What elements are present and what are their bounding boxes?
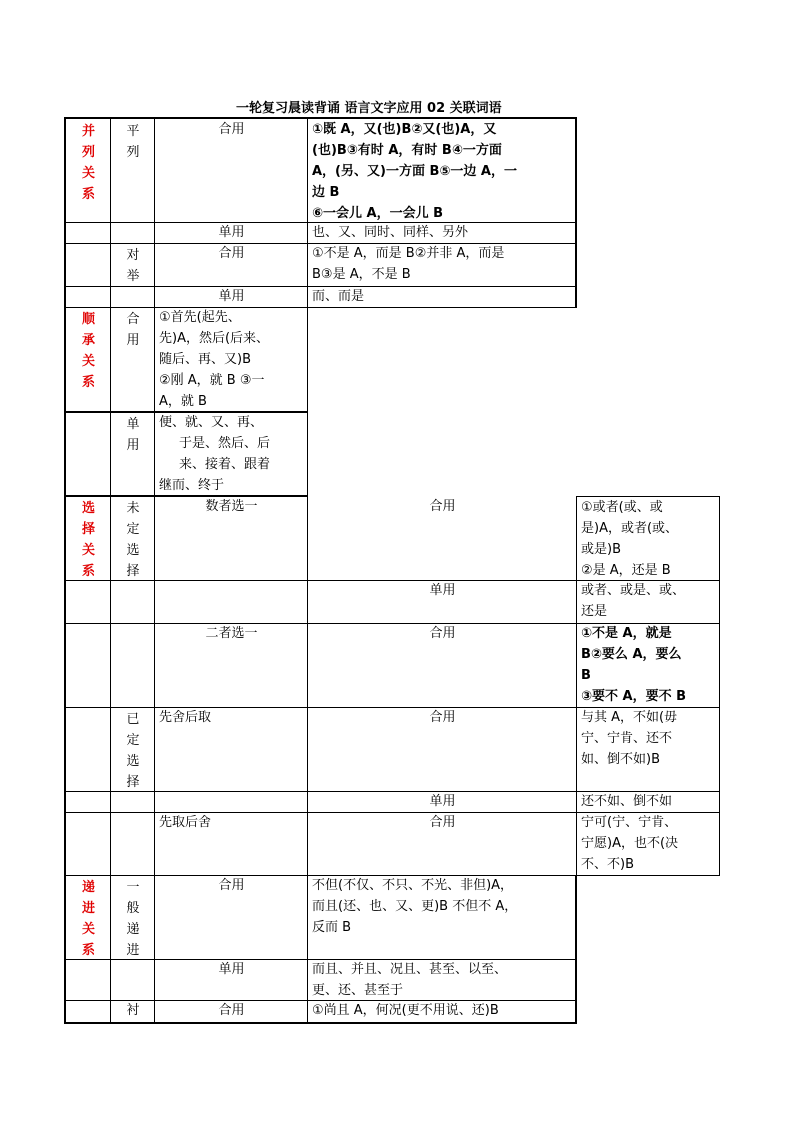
empty-cell <box>64 580 111 624</box>
text-line: ①既 A，又(也)B②又(也)A，又 <box>312 122 497 137</box>
empty-cell <box>64 412 111 497</box>
cat-char: 系 <box>81 187 95 202</box>
label-danyong: 单用 <box>154 286 308 308</box>
category-progressive <box>64 875 111 960</box>
text-line: 是)A，或者(或、 <box>581 521 679 536</box>
empty-cell <box>154 580 308 624</box>
subtype-char: 定 <box>126 522 140 537</box>
label-heyong: 合用 <box>307 707 577 792</box>
text-line: 边 B <box>312 185 340 200</box>
subtype-char: 定 <box>126 733 140 748</box>
empty-cell <box>64 791 111 813</box>
subtype-char: 进 <box>126 943 140 958</box>
cat-char: 关 <box>81 543 95 558</box>
text-line: ②是 A，还是 B <box>581 563 671 578</box>
text-line: 与其 A，不如(毋 <box>581 710 678 725</box>
empty-cell <box>64 623 111 708</box>
label-heyong: 合用 <box>154 1000 308 1024</box>
label-danyong: 单用 <box>307 791 577 813</box>
duiju-single-words: 而、而是 <box>307 286 577 308</box>
sequential-single-words <box>154 412 308 497</box>
subtype-char: 用 <box>126 333 140 348</box>
empty-cell <box>64 243 111 287</box>
text-line: 先)A，然后(后来、 <box>159 331 270 346</box>
subtype-char: 列 <box>126 145 140 160</box>
choice-discard-first-words <box>576 707 720 792</box>
cat-char: 关 <box>81 166 95 181</box>
cat-char: 选 <box>81 501 95 516</box>
duiju-combined-words <box>307 243 577 287</box>
subtype-duiju <box>110 243 155 287</box>
progressive-single-words <box>307 959 577 1001</box>
text-line: ③要不 A，要不 B <box>581 689 687 704</box>
choice-many-single-words <box>576 580 720 624</box>
text-line: 反而 B <box>312 920 352 935</box>
cat-char: 顺 <box>81 312 95 327</box>
text-line: B②要么 A，要么 <box>581 647 682 662</box>
label-danyong: 单用 <box>154 222 308 244</box>
subtype-char: 单 <box>126 417 140 432</box>
text-line: 不、不)B <box>581 857 634 872</box>
cat-char: 系 <box>81 943 95 958</box>
text-line: A，就 B <box>159 394 207 409</box>
text-line: ⑥一会儿 A，一会儿 B <box>312 206 444 221</box>
page-title: 一轮复习晨读背诵 语言文字应用 02 关联词语 <box>236 101 502 116</box>
sequential-combined-words <box>154 307 308 413</box>
subtype-char: 对 <box>126 248 140 263</box>
text-line: 宁愿)A，也不(决 <box>581 836 679 851</box>
label-danyong: 单用 <box>154 959 308 1001</box>
subtype-chen: 衬 <box>110 1000 155 1024</box>
subtype-char: 选 <box>126 543 140 558</box>
empty-cell <box>64 812 111 876</box>
text-line: 而且、并且、况且、甚至、以至、 <box>312 962 508 977</box>
empty-cell <box>64 959 111 1001</box>
label-shuzhe: 数者选一 <box>154 496 308 581</box>
subtype-char: 择 <box>126 775 140 790</box>
cat-char: 系 <box>81 375 95 390</box>
subtype-char: 合 <box>126 312 140 327</box>
label-xianshe: 先舍后取 <box>154 707 308 792</box>
empty-cell <box>64 222 111 244</box>
empty-cell <box>110 623 155 708</box>
cat-char: 系 <box>81 564 95 579</box>
subtype-char: 用 <box>126 438 140 453</box>
text-line: 或者、或是、或、 <box>581 583 686 598</box>
text-line: 随后、再、又)B <box>159 352 251 367</box>
empty-cell <box>110 812 155 876</box>
text-line: 如、倒不如)B <box>581 752 660 767</box>
parallel-combined-words <box>307 117 577 223</box>
parallel-single-words: 也、又、同时、同样、另外 <box>307 222 577 244</box>
text-line: ②刚 A，就 B ③一 <box>159 373 265 388</box>
text-line: 宁、宁肯、还不 <box>581 731 673 746</box>
choice-discard-single-words: 还不如、倒不如 <box>576 791 720 813</box>
subtype-heyong <box>110 307 155 413</box>
progressive-combined-words <box>307 875 577 960</box>
cat-char: 递 <box>81 880 95 895</box>
choice-many-combined-words <box>576 496 720 581</box>
contrast-combined-words: ①尚且 A，何况(更不用说、还)B <box>307 1000 577 1024</box>
text-line: 继而、终于 <box>159 478 225 493</box>
text-line: 来、接着、跟着 <box>179 457 271 472</box>
choice-take-first-words <box>576 812 720 876</box>
text-line: B③是 A，不是 B <box>312 267 411 282</box>
subtype-char: 未 <box>126 501 140 516</box>
category-choice <box>64 496 111 581</box>
subtype-danyong <box>110 412 155 497</box>
text-line: 或是)B <box>581 542 621 557</box>
label-heyong: 合用 <box>307 496 577 581</box>
empty-cell <box>110 286 155 308</box>
empty-cell <box>110 580 155 624</box>
cat-char: 承 <box>81 333 95 348</box>
text-line: 更、还、甚至于 <box>312 983 404 998</box>
text-line: 便、就、又、再、 <box>159 415 264 430</box>
cat-char: 关 <box>81 922 95 937</box>
empty-cell <box>64 707 111 792</box>
choice-two-combined-words <box>576 623 720 708</box>
empty-cell <box>154 791 308 813</box>
subtype-char: 般 <box>126 901 140 916</box>
text-line: 还是 <box>581 604 608 619</box>
subtype-char: 已 <box>126 712 140 727</box>
text-line: 于是、然后、后 <box>179 436 271 451</box>
label-erzhe: 二者选一 <box>154 623 308 708</box>
empty-cell <box>110 791 155 813</box>
text-line: 不但(不仅、不只、不光、非但)A， <box>312 878 514 893</box>
text-line: B <box>581 668 591 683</box>
empty-cell <box>64 286 111 308</box>
subtype-char: 递 <box>126 922 140 937</box>
text-line: 而且(还、也、又、更)B 不但不 A， <box>312 899 518 914</box>
subtype-char: 平 <box>126 124 140 139</box>
subtype-pinglie <box>110 117 155 223</box>
empty-cell <box>110 959 155 1001</box>
label-heyong: 合用 <box>154 117 308 223</box>
text-line: ①首先(起先、 <box>159 310 241 325</box>
text-line: ①或者(或、或 <box>581 500 663 515</box>
empty-cell <box>110 222 155 244</box>
subtype-weiding <box>110 496 155 581</box>
empty-cell <box>64 1000 111 1024</box>
cat-char: 择 <box>81 522 95 537</box>
subtype-char: 举 <box>126 269 140 284</box>
text-line: ①不是 A，就是 <box>581 626 672 641</box>
cat-char: 进 <box>81 901 95 916</box>
text-line: A，(另、又)一方面 B⑤一边 A，一 <box>312 164 517 179</box>
label-heyong: 合用 <box>154 243 308 287</box>
subtype-char: 一 <box>126 880 140 895</box>
cat-char: 关 <box>81 354 95 369</box>
label-heyong: 合用 <box>307 812 577 876</box>
label-heyong: 合用 <box>154 875 308 960</box>
text-line: ①不是 A，而是 B②并非 A，而是 <box>312 246 505 261</box>
label-xianqu: 先取后舍 <box>154 812 308 876</box>
text-line: (也)B③有时 A，有时 B④一方面 <box>312 143 502 158</box>
cat-char: 并 <box>81 124 95 139</box>
subtype-char: 选 <box>126 754 140 769</box>
label-danyong: 单用 <box>307 580 577 624</box>
category-sequential <box>64 307 111 413</box>
subtype-char: 择 <box>126 564 140 579</box>
text-line: 宁可(宁、宁肯、 <box>581 815 678 830</box>
label-heyong: 合用 <box>307 623 577 708</box>
category-parallel <box>64 117 111 223</box>
subtype-yiban <box>110 875 155 960</box>
subtype-yiding <box>110 707 155 792</box>
cat-char: 列 <box>81 145 95 160</box>
